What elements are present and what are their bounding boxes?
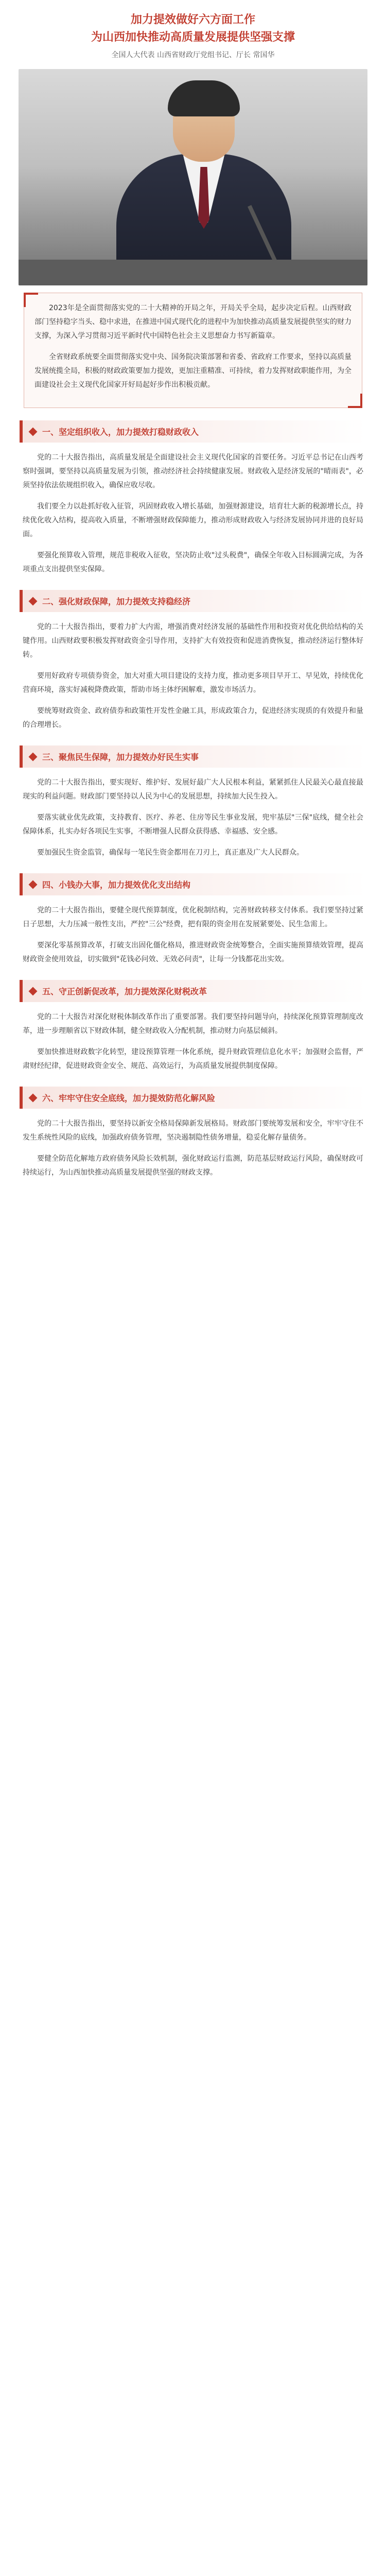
section-paragraph: 要加快推进财政数字化转型，建设预算管理一体化系统，提升财政管理信息化水平；加强财会监督，严肃财经纪律，促进财政资金安全、规范、高效运行，为高质量发展提供制度保障。: [23, 1048, 363, 1070]
author-byline: 全国人大代表 山西省财政厅党组书记、厅长 常国华: [111, 51, 275, 59]
section-4: [20, 873, 366, 967]
section-paragraph: 党的二十大报告对深化财税体制改革作出了重要部署。我们要坚持问题导向，持续深化预算管理制度改革，进一步理顺省以下财政体制，健全财政收入分配机制，推动财力向基层倾斜。: [23, 1013, 363, 1035]
section-body: [20, 776, 366, 860]
diamond-icon: [29, 427, 38, 436]
section-paragraph: 要深化零基预算改革，打破支出固化僵化格局，推进财政资金统筹整合，全面实施预算绩效管理，提高财政资金使用效益，切实做到"花钱必问效、无效必问责"，让每一分钱都花出实效。: [23, 941, 363, 963]
section-paragraph: 党的二十大报告指出，高质量发展是全面建设社会主义现代化国家的首要任务。习近平总书记在山西考察时强调，要坚持以高质量发展为引领，推动经济社会持续健康发展。财政收入是经济发展的"晴雨表"，必须坚持依法依规组织收入，确保应收尽收。: [23, 453, 363, 489]
diamond-icon: [29, 1093, 38, 1102]
article-title-line-2: 为山西加快推动高质量发展提供坚强支撑: [91, 31, 295, 44]
section-header: [20, 873, 366, 895]
article-page: [0, 0, 386, 1214]
section-paragraph: 要加强民生资金监管，确保每一笔民生资金都用在刀刃上，真正惠及广大人民群众。: [37, 849, 304, 857]
footer-space: [0, 1193, 386, 1214]
photo-table-shape: [19, 260, 367, 285]
section-header: [20, 590, 366, 612]
section-title: 六、牢牢守住安全底线，加力提效防范化解风险: [42, 1093, 216, 1103]
section-body: [20, 1117, 366, 1180]
section-body: [20, 904, 366, 967]
speaker-photo: [19, 69, 367, 285]
section-1: [20, 420, 366, 577]
section-title: 一、坚定组织收入，加力提效打稳财政收入: [42, 427, 199, 437]
article-header: [0, 0, 386, 63]
diamond-icon: [29, 752, 38, 761]
section-paragraph: 党的二十大报告指出，要健全现代预算制度，优化税制结构，完善财政转移支付体系。我们要坚持过紧日子思想，大力压减一般性支出，严控"三公"经费，把有限的资金用在发展紧要处、民生急需上。: [23, 906, 363, 928]
section-paragraph: 党的二十大报告指出，要实现好、维护好、发展好最广大人民根本利益，紧紧抓住人民最关心最直接最现实的利益问题。财政部门要坚持以人民为中心的发展思想，持续加大民生投入。: [23, 778, 363, 801]
section-paragraph: 要统筹财政资金、政府债券和政策性开发性金融工具，形成政策合力，促进经济实现质的有效提升和量的合理增长。: [23, 707, 363, 729]
section-header: [20, 745, 366, 768]
section-paragraph: 要强化预算收入管理，规范非税收入征收，坚决防止收"过头税费"，确保全年收入目标圆满完成，为各项重点支出提供坚实保障。: [23, 551, 363, 573]
section-header: [20, 980, 366, 1002]
diamond-icon: [29, 987, 38, 995]
intro-box: [24, 293, 362, 408]
section-paragraph: 党的二十大报告指出，要坚持以新安全格局保障新发展格局。财政部门要统筹发展和安全，牢牢守住不发生系统性风险的底线，加强政府债务管理，坚决遏制隐性债务增量，稳妥化解存量债务。: [23, 1120, 363, 1142]
section-body: [20, 620, 366, 732]
section-body: [20, 451, 366, 577]
intro-paragraph: 全省财政系统要全面贯彻落实党中央、国务院决策部署和省委、省政府工作要求，坚持以高质量发展统揽全局，积极的财政政策要加力提效，更加注重精准、可持续，着力发挥财政职能作用，为全面建设社会主义现代化国家开好局起好步作出积极贡献。: [34, 353, 352, 389]
section-paragraph: 党的二十大报告指出，要着力扩大内需，增强消费对经济发展的基础性作用和投资对优化供给结构的关键作用。山西财政要积极发挥财政资金引导作用，支持扩大有效投资和促进消费恢复，推动经济运行整体好转。: [23, 623, 363, 659]
diamond-icon: [29, 880, 38, 889]
section-2: [20, 590, 366, 732]
section-paragraph: 要用好政府专项债券资金，加大对重大项目建设的支持力度，推动更多项目早开工、早见效，持续优化营商环境，落实好减税降费政策，帮助市场主体纾困解难，激发市场活力。: [23, 672, 363, 694]
section-paragraph: 要健全防范化解地方政府债务风险长效机制，强化财政运行监测，防范基层财政运行风险，确保财政可持续运行，为山西加快推动高质量发展提供坚强的财政支撑。: [23, 1155, 363, 1177]
section-6: [20, 1087, 366, 1180]
intro-paragraph: 2023年是全面贯彻落实党的二十大精神的开局之年，开局关乎全局，起步决定后程。山西财政部门坚持稳字当头、稳中求进，在推进中国式现代化的进程中为加快推动高质量发展提供坚实的财力支撑，为深入学习贯彻习近平新时代中国特色社会主义思想奋力书写新篇章。: [34, 304, 352, 340]
section-body: [20, 1010, 366, 1073]
section-title: 四、小钱办大事，加力提效优化支出结构: [42, 880, 191, 890]
photo-hair-shape: [168, 80, 240, 116]
section-3: [20, 745, 366, 860]
diamond-icon: [29, 597, 38, 605]
section-header: [20, 1087, 366, 1109]
section-paragraph: 我们要全力以赴抓好收入征管，巩固财政收入增长基础，加强财源建设，培育壮大新的税源增长点，持续优化收入结构，提高收入质量，不断增强财政保障能力，推动形成财政收入与经济发展协同并进的良好局面。: [23, 502, 363, 538]
section-5: [20, 980, 366, 1073]
section-header: [20, 420, 366, 443]
section-paragraph: 要落实就业优先政策，支持教育、医疗、养老、住房等民生事业发展，兜牢基层"三保"底线，健全社会保障体系，扎实办好各项民生实事，不断增强人民群众获得感、幸福感、安全感。: [23, 814, 363, 836]
article-title-line-1: 加力提效做好六方面工作: [130, 13, 255, 26]
section-title: 二、强化财政保障，加力提效支持稳经济: [42, 597, 191, 606]
section-title: 三、聚焦民生保障，加力提效办好民生实事: [42, 752, 199, 762]
section-title: 五、守正创新促改革，加力提效深化财税改革: [42, 987, 207, 996]
